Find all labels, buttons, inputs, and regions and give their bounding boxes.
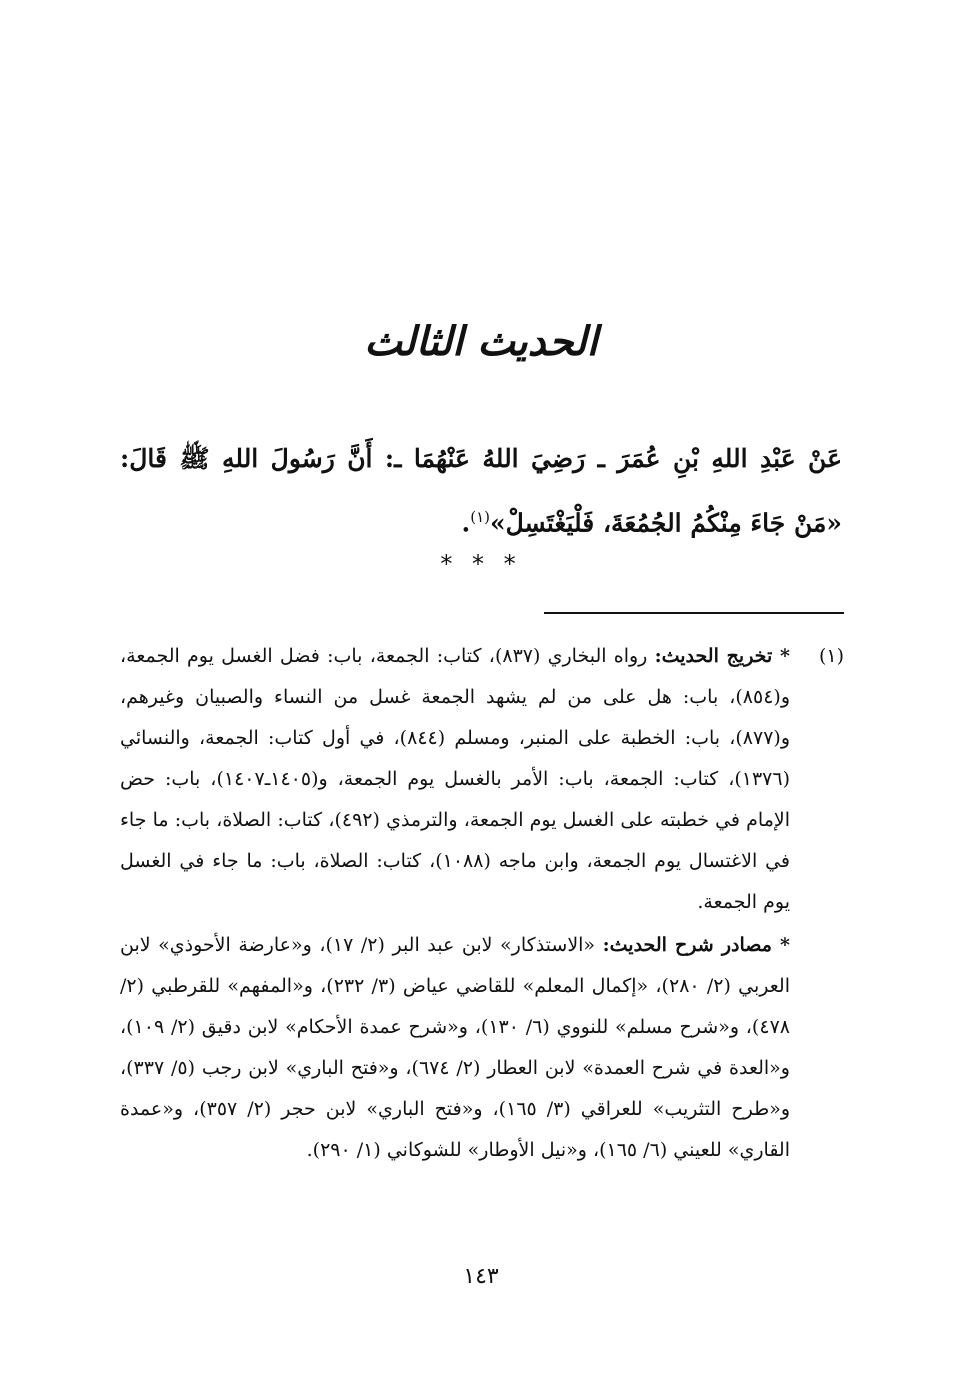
footnote-heading: * تخريج الحديث: (654, 645, 790, 667)
chapter-title: الحديث الثالث (364, 318, 598, 365)
page-number: ١٤٣ (463, 1264, 499, 1289)
footnote-text: رواه البخاري (٨٣٧)، كتاب: الجمعة، باب: فضل الغسل يوم الجمعة، و(٨٥٤)، باب: هل على من لم يشهد الجمعة غسل من النساء والصبيان وغيرهم، و(٨٧٧)، باب: الخطبة على المنبر، ومسلم (٨٤٤)، في أول كتاب: الجمعة، والنسائي (١٣٧٦)، كتاب: الجمعة، باب: الأمر بالغسل يوم الجمعة، و(١٤٠٥ـ١٤٠٧)، باب: حض الإمام في خطبته على الغسل يوم الجمعة، والترمذي (٤٩٢)، كتاب: الصلاة، باب: ما جاء في الاغتسال يوم الجمعة، وابن ماجه (١٠٨٨)، كتاب: الصلاة، باب: ما جاء في الغسل يوم الجمعة. (120, 645, 791, 913)
section-separator: * * * (440, 550, 522, 578)
footnote-reference[interactable]: (١) (470, 508, 490, 526)
footnote-body (120, 636, 790, 1171)
footnotes (120, 636, 844, 1171)
footnote-1 (120, 636, 844, 1171)
footnote-paragraph-sources (120, 925, 790, 1171)
hadith-end-mark: . (461, 508, 471, 538)
footnote-number: (١) (818, 645, 844, 667)
hadith-text (120, 430, 842, 552)
footnote-divider (544, 612, 844, 614)
footnote-text: «الاستذكار» لابن عبد البر (٢/ ١٧)، و«عارضة الأحوذي» لابن العربي (٢/ ٢٨٠)، «إكمال المعلم» للقاضي عياض (٣/ ٢٣٢)، و«المفهم» للقرطبي (٢/ ٤٧٨)، و«شرح مسلم» للنووي (٦/ ١٣٠)، و«شرح عمدة الأحكام» لابن دقيق (٢/ ١٠٩)، و«العدة في شرح العمدة» لابن العطار (٢/ ٦٧٤)، و«فتح الباري» لابن رجب (٥/ ٣٣٧)، و«طرح التثريب» للعراقي (٣/ ١٦٥)، و«فتح الباري» لابن حجر (٢/ ٣٥٧)، و«عمدة القاري» للعيني (٦/ ١٦٥)، و«نيل الأوطار» للشوكاني (١/ ٢٩٠). (120, 934, 790, 1161)
footnote-heading: * مصادر شرح الحديث: (602, 934, 790, 956)
footnote-paragraph-takhrij (120, 636, 790, 923)
hadith-body: عَنْ عَبْدِ اللهِ بْنِ عُمَرَ ـ رَضِيَ اللهُ عَنْهُمَا ـ: أَنَّ رَسُولَ اللهِ ﷺ قَالَ: «مَنْ جَاءَ مِنْكُمُ الجُمُعَةَ، فَلْيَغْتَسِلْ» (120, 444, 842, 538)
